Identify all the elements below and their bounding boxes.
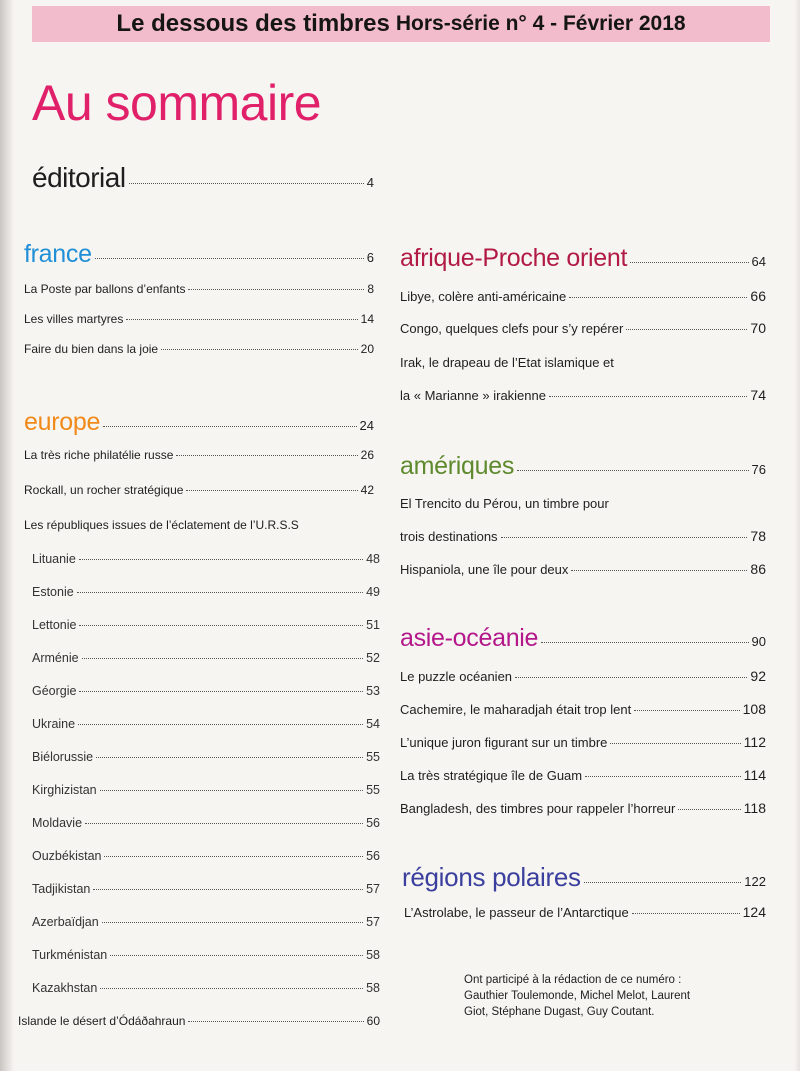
leader-dots (678, 809, 740, 810)
toc-entry-trencito[interactable] (400, 528, 766, 544)
section-afrique[interactable] (400, 244, 766, 273)
toc-entry-republic[interactable] (32, 783, 380, 797)
section-page: 76 (751, 462, 766, 477)
toc-entry-page: 58 (366, 948, 380, 962)
leader-dots (188, 289, 364, 290)
toc-entry-label: éditorial (32, 162, 126, 193)
credits (464, 972, 744, 1020)
toc-entry-label: Géorgie (32, 684, 77, 698)
issue-label: Hors-série n° 4 - Février 2018 (395, 12, 686, 35)
toc-entry-page: 55 (366, 783, 380, 797)
toc-entry-label: Estonie (32, 585, 74, 599)
section-page: 64 (751, 254, 766, 269)
toc-entry-label: Libye, colère anti-américaine (400, 289, 567, 304)
toc-entry-label: La très riche philatélie russe (24, 448, 174, 462)
toc-entry-page: 55 (366, 750, 380, 764)
toc-entry-page: 56 (366, 816, 380, 830)
page-title: Au sommaire (32, 75, 322, 131)
toc-entry-page: 78 (750, 528, 766, 544)
toc-entry[interactable] (24, 448, 374, 462)
section-page: 24 (359, 418, 374, 433)
leader-dots (186, 490, 357, 491)
leader-dots (129, 183, 364, 184)
leader-dots (100, 988, 363, 989)
leader-dots (126, 319, 357, 320)
toc-entry-republic[interactable] (32, 651, 380, 665)
toc-entry-label: la « Marianne » irakienne (400, 388, 546, 403)
toc-entry-label: Bangladesh, des timbres pour rappeler l’horreur (400, 801, 676, 816)
leader-dots (79, 691, 363, 692)
toc-entry-label: trois destinations (400, 529, 498, 544)
page-right-edge (794, 0, 800, 1071)
toc-entry-republic[interactable] (32, 882, 380, 896)
toc-entry-page: 60 (366, 1014, 380, 1028)
toc-entry-label: Azerbaïdjan (32, 915, 99, 929)
toc-entry-page: 92 (750, 668, 766, 684)
toc-entry-label: La Poste par ballons d’enfants (24, 282, 186, 296)
toc-entry-label: Moldavie (32, 816, 83, 830)
toc-entry-label: Turkménistan (32, 948, 108, 962)
leader-dots (82, 658, 364, 659)
toc-entry-label: Le puzzle océanien (400, 669, 513, 684)
toc-entry[interactable] (400, 288, 766, 304)
toc-entry-page: 86 (750, 561, 766, 577)
toc-entry-label: Kirghizistan (32, 783, 97, 797)
page-gutter-shadow (0, 0, 14, 1071)
leader-dots (541, 642, 748, 643)
toc-entry[interactable] (400, 800, 766, 816)
toc-entry[interactable] (24, 312, 374, 326)
leader-dots (85, 823, 363, 824)
leader-dots (95, 258, 364, 259)
toc-entry-trencito-line1: El Trencito du Pérou, un timbre pour (400, 496, 609, 511)
toc-entry-page: 74 (750, 387, 766, 403)
toc-entry-page: 66 (750, 288, 766, 304)
leader-dots (501, 537, 748, 538)
toc-entry-republic[interactable] (32, 849, 380, 863)
toc-entry-label: Islande le désert d’Ódáðahraun (18, 1014, 186, 1028)
toc-entry-page: 70 (750, 320, 766, 336)
leader-dots (161, 349, 358, 350)
credits-line: Ont participé à la rédaction de ce numéro : (464, 974, 682, 986)
leader-dots (584, 882, 742, 883)
leader-dots (569, 297, 747, 298)
toc-entry-republic[interactable] (32, 684, 380, 698)
toc-entry-page: 108 (742, 701, 766, 717)
toc-entry-page: 49 (366, 585, 380, 599)
toc-entry-page: 26 (360, 448, 374, 462)
toc-entry-page: 57 (366, 882, 380, 896)
leader-dots (104, 856, 363, 857)
leader-dots (610, 743, 740, 744)
toc-entry-label: Lituanie (32, 552, 76, 566)
toc-entry-label: Ouzbékistan (32, 849, 102, 863)
toc-entry-page: 53 (366, 684, 380, 698)
toc-entry[interactable] (404, 904, 766, 920)
toc-entry-page: 8 (367, 282, 374, 296)
leader-dots (632, 913, 740, 914)
section-ameriques[interactable] (400, 452, 766, 481)
toc-entry-irak[interactable] (400, 387, 766, 403)
leader-dots (78, 724, 363, 725)
leader-dots (102, 922, 363, 923)
toc-entry-page: 114 (743, 767, 766, 783)
urss-heading: Les républiques issues de l’éclatement de l’U.R.S.S (24, 518, 299, 532)
toc-entry-republic[interactable] (32, 717, 380, 731)
leader-dots (515, 677, 747, 678)
toc-entry[interactable] (400, 668, 766, 684)
toc-entry-republic[interactable] (32, 750, 380, 764)
leader-dots (626, 329, 747, 330)
credits-line: Gauthier Toulemonde, Michel Melot, Laurent (464, 990, 691, 1002)
toc-entry-page: 112 (743, 734, 766, 750)
toc-entry-page: 48 (366, 552, 380, 566)
leader-dots (517, 470, 749, 471)
toc-entry-republic[interactable] (32, 618, 380, 632)
leader-dots (585, 776, 741, 777)
leader-dots (100, 790, 363, 791)
section-regions-polaires[interactable] (402, 862, 766, 893)
toc-entry-label: L’unique juron figurant sur un timbre (400, 735, 608, 750)
toc-entry-label: Rockall, un rocher stratégique (24, 483, 184, 497)
toc-entry[interactable] (400, 561, 766, 577)
toc-entry-label: Hispaniola, une île pour deux (400, 562, 569, 577)
toc-entry-irak-line1: Irak, le drapeau de l’Etat islamique et (400, 355, 614, 370)
magazine-title: Le dessous des timbres (116, 10, 390, 37)
toc-entry-page: 56 (366, 849, 380, 863)
toc-entry-republic[interactable] (32, 981, 380, 995)
toc-entry-page: 51 (366, 618, 380, 632)
toc-entry-republic[interactable] (32, 948, 380, 962)
toc-entry-page: 14 (360, 312, 374, 326)
leader-dots (571, 570, 747, 571)
toc-entry-republic[interactable] (32, 585, 380, 599)
toc-entry-label: Kazakhstan (32, 981, 98, 995)
leader-dots (79, 559, 363, 560)
section-title: afrique-Proche orient (400, 244, 628, 272)
toc-entry[interactable] (400, 701, 766, 717)
section-page: 90 (751, 634, 766, 649)
leader-dots (103, 426, 356, 427)
toc-entry[interactable] (400, 767, 766, 783)
toc-entry-republic[interactable] (32, 915, 380, 929)
toc-entry[interactable] (400, 320, 766, 336)
toc-entry-republic[interactable] (32, 816, 380, 830)
toc-entry-page: 118 (743, 800, 766, 816)
toc-entry-label: Arménie (32, 651, 79, 665)
section-title: europe (24, 408, 101, 436)
toc-entry-page: 54 (366, 717, 380, 731)
section-page: 6 (366, 250, 374, 265)
toc-entry-page: 42 (360, 483, 374, 497)
credits-line: Giot, Stéphane Dugast, Guy Coutant. (464, 1006, 655, 1018)
toc-entry-republic[interactable] (32, 552, 380, 566)
toc-entry-page: 52 (366, 651, 380, 665)
section-europe[interactable] (24, 408, 374, 437)
toc-entry-editorial[interactable] (32, 162, 374, 194)
leader-dots (96, 757, 363, 758)
leader-dots (93, 889, 363, 890)
section-title: france (24, 240, 92, 268)
leader-dots (77, 592, 363, 593)
leader-dots (176, 455, 357, 456)
toc-entry-page: 124 (742, 904, 766, 920)
section-title: asie-océanie (400, 624, 539, 652)
toc-entry-label: La très stratégique île de Guam (400, 768, 583, 783)
toc-entry-page: 4 (366, 175, 374, 190)
toc-entry-label: L’Astrolabe, le passeur de l’Antarctique (404, 905, 629, 920)
toc-entry-islande[interactable] (18, 1014, 380, 1028)
toc-entry[interactable] (24, 483, 374, 497)
section-asie-oceanie[interactable] (400, 624, 766, 653)
section-title: amériques (400, 452, 515, 480)
toc-entry-page: 20 (360, 342, 374, 356)
toc-entry-page: 57 (366, 915, 380, 929)
leader-dots (188, 1021, 363, 1022)
toc-entry[interactable] (24, 342, 374, 356)
toc-entry-label: Les villes martyres (24, 312, 124, 326)
leader-dots (79, 625, 363, 626)
section-title: régions polaires (402, 862, 581, 892)
leader-dots (630, 262, 748, 263)
leader-dots (634, 710, 739, 711)
toc-entry-label: Congo, quelques clefs pour s’y repérer (400, 321, 624, 336)
toc-entry-label: Faire du bien dans la joie (24, 342, 159, 356)
toc-entry-label: Cachemire, le maharadjah était trop lent (400, 702, 632, 717)
toc-entry-label: Lettonie (32, 618, 77, 632)
leader-dots (549, 396, 747, 397)
leader-dots (110, 955, 363, 956)
toc-entry-page: 58 (366, 981, 380, 995)
section-france[interactable] (24, 240, 374, 269)
header-band (32, 6, 770, 42)
toc-entry[interactable] (24, 282, 374, 296)
toc-entry[interactable] (400, 734, 766, 750)
toc-entry-label: Ukraine (32, 717, 76, 731)
section-page: 122 (744, 874, 766, 889)
toc-entry-label: Biélorussie (32, 750, 94, 764)
toc-entry-label: Tadjikistan (32, 882, 91, 896)
